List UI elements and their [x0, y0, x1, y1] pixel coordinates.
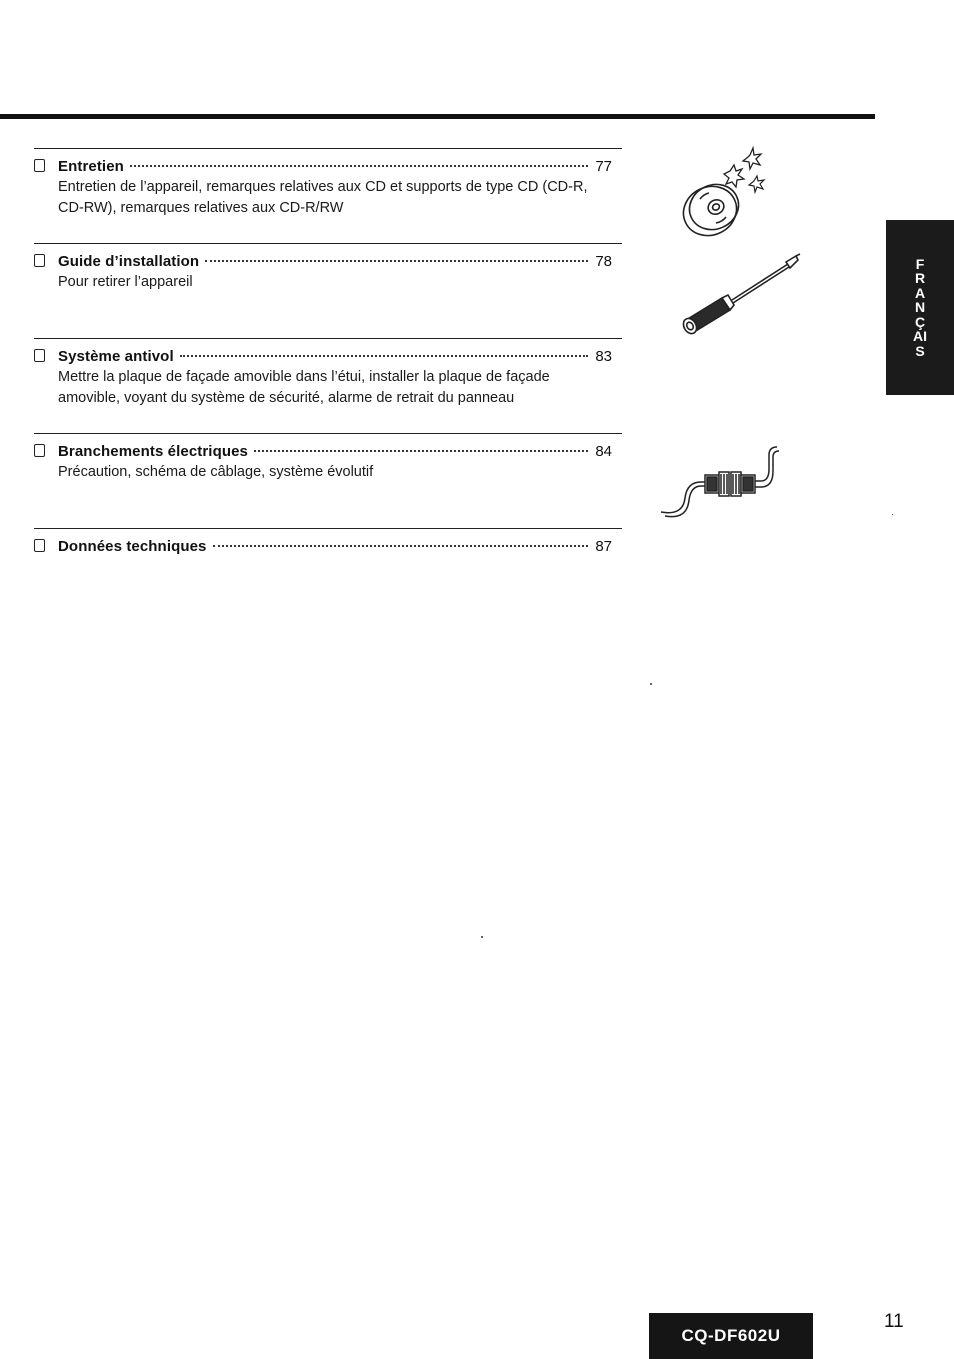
scan-speck: [892, 514, 893, 515]
screwdriver-icon: [672, 248, 812, 348]
cable-connector-icon: [655, 440, 785, 520]
checkbox-icon: [34, 444, 45, 457]
language-tab-label: FRANÇAIS: [913, 255, 927, 359]
checkbox-icon: [34, 254, 45, 267]
checkbox-icon: [34, 159, 45, 172]
toc-entry-title[interactable]: Système antivol: [58, 348, 174, 365]
checkbox-icon: [34, 349, 45, 362]
toc-entry-donnees-techniques[interactable]: [34, 528, 622, 577]
dot-leader: [254, 450, 588, 452]
table-of-contents: [34, 148, 622, 577]
toc-entry-description: Mettre la plaque de façade amovible dans l’étui, installer la plaque de façade amovible, voyant du système de sécurité, alarme de retrait du panneau: [58, 369, 550, 406]
toc-entry-branchements-electriques[interactable]: [34, 433, 622, 528]
toc-page-number[interactable]: 87: [595, 538, 612, 555]
model-badge: CQ-DF602U: [649, 1313, 813, 1359]
toc-entry-header: [34, 347, 622, 367]
toc-page-number[interactable]: 78: [595, 253, 612, 270]
toc-entry-description: Précaution, schéma de câblage, système évolutif: [58, 464, 374, 480]
dot-leader: [213, 545, 589, 547]
toc-entry-header: [34, 252, 622, 272]
dot-leader: [205, 260, 588, 262]
dot-leader: [180, 355, 588, 357]
toc-page-number[interactable]: 84: [595, 443, 612, 460]
scan-speck: [650, 683, 652, 685]
toc-entry-guide-installation[interactable]: [34, 243, 622, 338]
toc-entry-title[interactable]: Branchements électriques: [58, 443, 248, 460]
toc-entry-title[interactable]: Guide d’installation: [58, 253, 200, 270]
toc-entry-header: [34, 442, 622, 462]
page-number: 11: [884, 1311, 904, 1332]
toc-entry-description: Pour retirer l’appareil: [58, 274, 193, 290]
toc-page-number[interactable]: 83: [595, 348, 612, 365]
language-side-tab[interactable]: [886, 220, 954, 395]
toc-entry-title[interactable]: Entretien: [58, 158, 124, 175]
dot-leader: [130, 165, 588, 167]
toc-entry-description: Entretien de l’appareil, remarques relatives aux CD et supports de type CD (CD-R, CD-RW), remarques relatives aux CD-R/RW: [58, 179, 588, 216]
toc-entry-header: [34, 537, 622, 557]
toc-entry-entretien[interactable]: [34, 148, 622, 243]
top-rule: [0, 114, 875, 119]
toc-page-number[interactable]: 77: [595, 158, 612, 175]
checkbox-icon: [34, 539, 45, 552]
scan-speck: [481, 936, 483, 938]
toc-entry-header: [34, 157, 622, 177]
toc-entry-title[interactable]: Données techniques: [58, 538, 207, 555]
toc-entry-systeme-antivol[interactable]: [34, 338, 622, 433]
cd-disc-icon: [672, 143, 782, 243]
